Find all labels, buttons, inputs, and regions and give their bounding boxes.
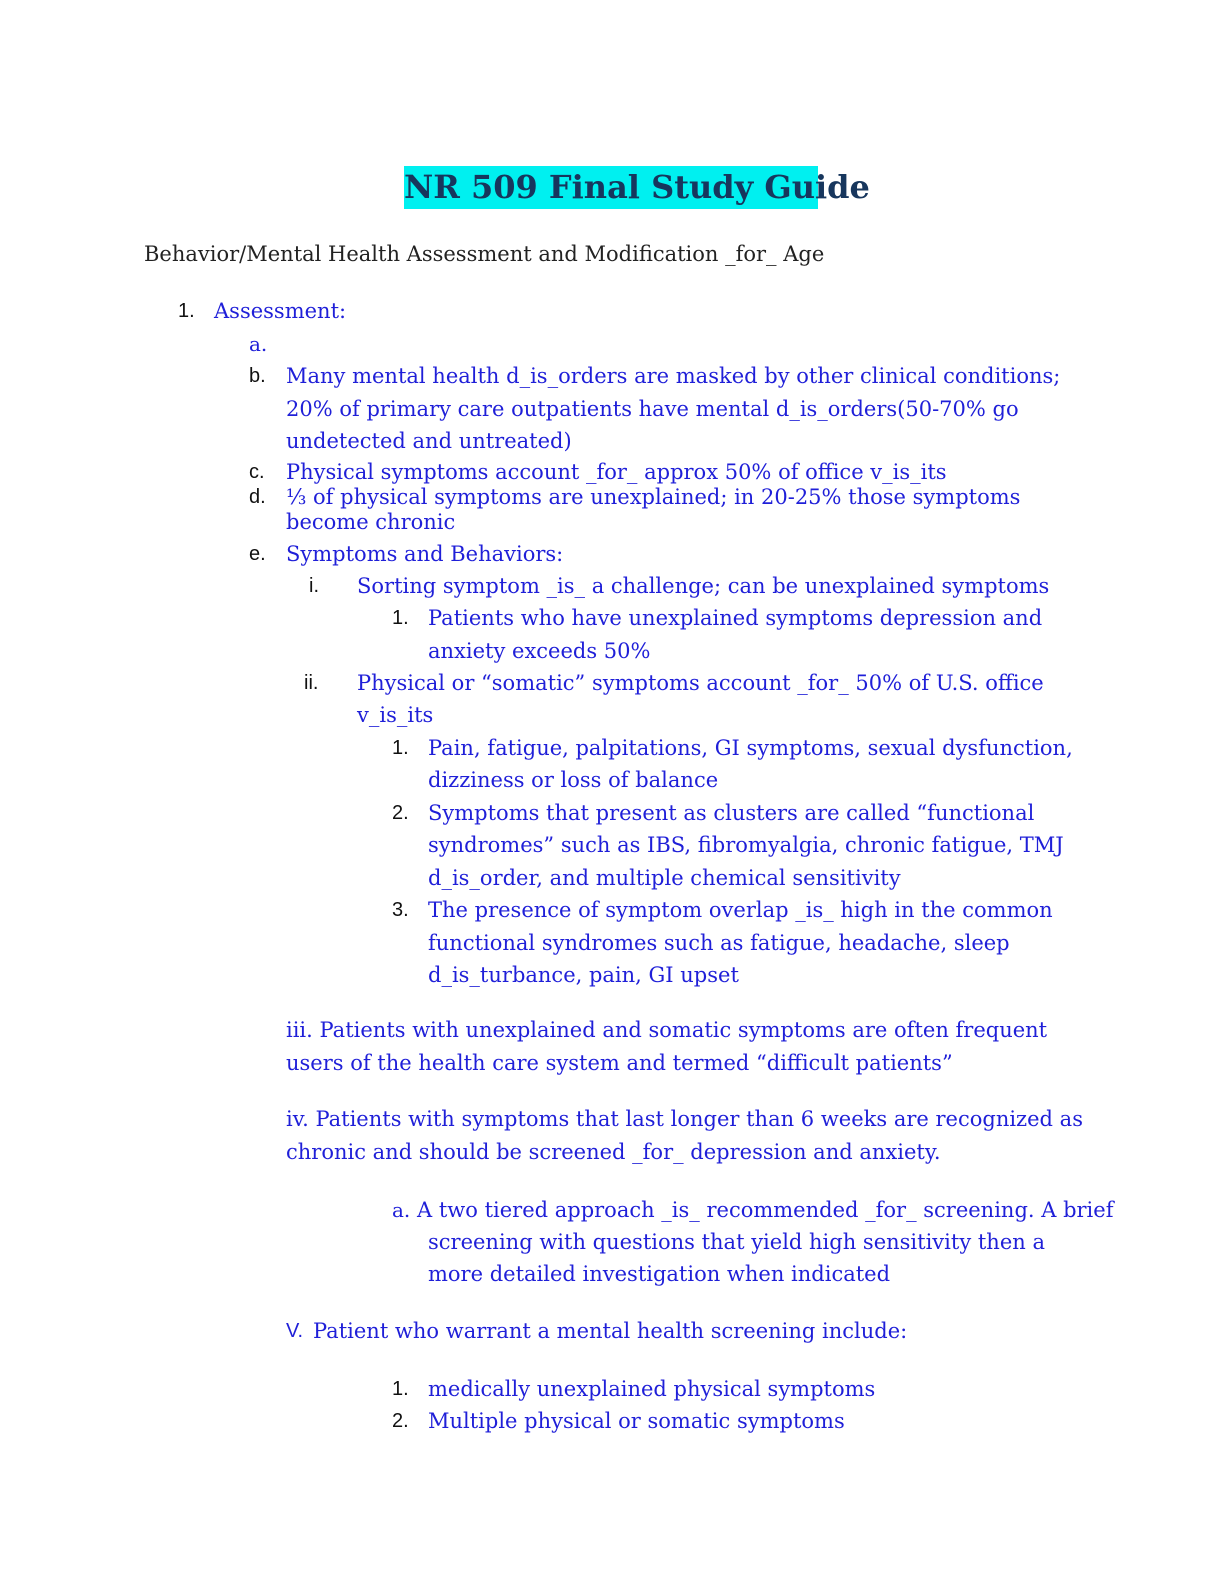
list-marker-b: b. <box>249 365 266 387</box>
item-ii-1-line-1: Pain, fatigue, palpitations, GI symptoms, sexual dysfunction, <box>428 736 1073 760</box>
item-v-line-1: Patient who warrant a mental health screening include: <box>313 1319 908 1343</box>
item-ii-2-line-2: syndromes” such as IBS, fibromyalgia, chronic fatigue, TMJ <box>428 833 1064 857</box>
list-marker-c: c. <box>249 461 265 483</box>
item-iv-line-1: iv. Patients with symptoms that last longer than 6 weeks are recognized as <box>286 1107 1083 1131</box>
item-c-line-1: Physical symptoms account _for_ approx 50% of office v_is_its <box>286 460 947 484</box>
item-ii-line-1: Physical or “somatic” symptoms account _for_ 50% of U.S. office <box>357 671 1044 695</box>
item-ii-line-2: v_is_its <box>357 703 434 727</box>
item-ii-1-line-2: dizziness or loss of balance <box>428 768 719 792</box>
item-iv-a-line-3: more detailed investigation when indicated <box>428 1262 891 1286</box>
list-marker-ii-3: 3. <box>392 899 409 921</box>
item-ii-3-line-1: The presence of symptom overlap _is_ high in the common <box>428 898 1053 922</box>
list-marker-v-2: 2. <box>392 1410 409 1432</box>
item-iv-a-line-2: screening with questions that yield high sensitivity then a <box>428 1230 1045 1254</box>
list-marker-iv-a: a. <box>392 1198 411 1222</box>
item-e-heading: Symptoms and Behaviors: <box>286 542 564 566</box>
item-iii-line-2: users of the health care system and termed “difficult patients” <box>286 1051 953 1075</box>
document-title: NR 509 Final Study Guide <box>404 166 818 209</box>
item-i-line-1: Sorting symptom _is_ a challenge; can be unexplained symptoms <box>357 574 1050 598</box>
item-b-line-1: Many mental health d_is_orders are masked by other clinical conditions; <box>286 364 1061 388</box>
item-iv-line-2: chronic and should be screened _for_ depression and anxiety. <box>286 1140 941 1164</box>
item-v-1-line-1: medically unexplained physical symptoms <box>428 1377 876 1401</box>
list-marker-ii: ii. <box>304 672 319 694</box>
list-marker-ii-1: 1. <box>392 737 409 759</box>
list-marker-1: 1. <box>178 300 195 322</box>
item-i-1-line-2: anxiety exceeds 50% <box>428 639 651 663</box>
item-b-line-2: 20% of primary care outpatients have mental d_is_orders(50-70% go <box>286 397 1019 421</box>
item-iii-line-1: iii. Patients with unexplained and somatic symptoms are often frequent <box>286 1018 1048 1042</box>
item-iv-a-line-1: A two tiered approach _is_ recommended _for_ screening. A brief <box>417 1198 1114 1222</box>
item-i-1-line-1: Patients who have unexplained symptoms depression and <box>428 606 1043 630</box>
item-ii-2-line-1: Symptoms that present as clusters are called “functional <box>428 801 1035 825</box>
list-marker-ii-2: 2. <box>392 802 409 824</box>
list-marker-a: a. <box>249 332 268 356</box>
list-marker-v-1: 1. <box>392 1378 409 1400</box>
list-marker-v: V. <box>286 1320 304 1342</box>
item-b-line-3: undetected and untreated) <box>286 429 572 453</box>
document-subtitle: Behavior/Mental Health Assessment and Modification _for_ Age <box>144 242 825 266</box>
item-d-line-2: become chronic <box>286 510 456 534</box>
item-ii-2-line-3: d_is_order, and multiple chemical sensitivity <box>428 866 901 890</box>
list-marker-d: d. <box>249 486 266 508</box>
list-marker-e: e. <box>249 543 266 565</box>
item-v-2-line-1: Multiple physical or somatic symptoms <box>428 1409 845 1433</box>
item-ii-3-line-2: functional syndromes such as fatigue, headache, sleep <box>428 931 1010 955</box>
section-heading-assessment: Assessment: <box>214 299 347 323</box>
list-marker-i-1: 1. <box>392 607 409 629</box>
list-marker-i: i. <box>309 575 319 597</box>
item-ii-3-line-3: d_is_turbance, pain, GI upset <box>428 963 739 987</box>
item-d-line-1: ⅓ of physical symptoms are unexplained; in 20-25% those symptoms <box>286 485 1021 509</box>
